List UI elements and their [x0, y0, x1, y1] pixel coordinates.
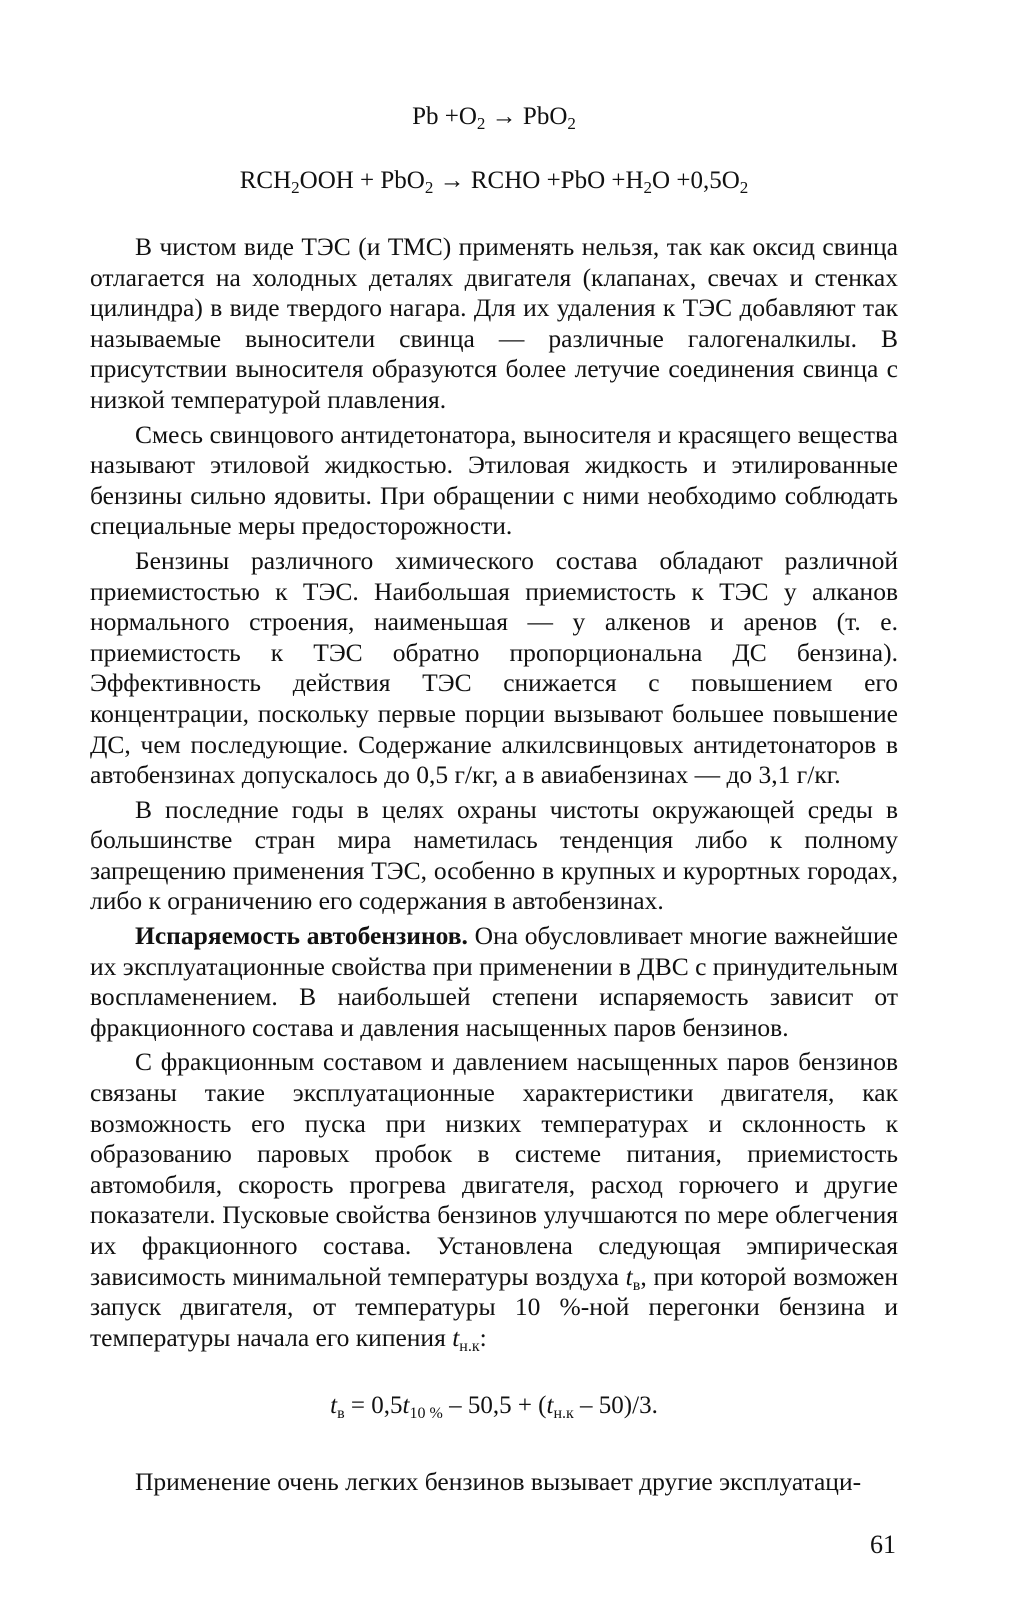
paragraph-prohibition: В последние годы в целях охраны чистоты окружающей среды в большинстве стран мира наметилась тенденция либо к полному запрещению применения ТЭС, особенно в крупных и курортных городах, либо к ограничению его содержания в автобензинах. — [90, 794, 898, 916]
paragraph-tes-deposits: В чистом виде ТЭС (и ТМС) применять нельзя, так как оксид свинца отлагается на холодных деталях двигателя (клапанах, свечах и стенках цилиндра) в виде твердого нагара. Для их удаления к ТЭС добавляют так называемые выносители свинца — различные галогеналкилы. В присутствии выносителя образуются более летучие соединения свинца с низкой температурой плавления. — [90, 232, 898, 414]
paragraph-light-gasoline: Применение очень легких бензинов вызывает другие эксплуатаци- — [135, 1467, 862, 1497]
paragraph-ethyl-fluid: Смесь свинцового антидетонатора, выносителя и красящего вещества называют этиловой жидкостью. Этиловая жидкость и этилированные бензины сильно ядовиты. При обращении с ними необходимо соблюдать специальные меры предосторожности. — [90, 419, 898, 541]
paragraph-volatility: Испаряемость автобензинов. Она обусловливает многие важнейшие их эксплуатационные свойства при применении в ДВС с принудительным воспламенением. В наибольшей степени испаряемость зависит от фракционного состава и давления насыщенных паров бензинов. — [90, 921, 898, 1042]
chemical-equation-1: $Pb +O_2 \to PbO_2$ — [412, 103, 576, 133]
temperature-formula: $t_в = 0,5t_{10 \%} - 50,5 + (t_{н.к} - 50)/3$. — [330, 1392, 658, 1423]
body-text — [90, 232, 898, 1498]
page-number: 61 — [870, 1530, 896, 1559]
chemical-equation-2: $RCH_2OOH + PbO_2$ → RCHO $+PbO +H_2O +0,5O_2$ — [239, 167, 749, 197]
section-heading: Испаряемость автобензинов. — [135, 921, 468, 951]
paragraph-fractional-composition: С фракционным составом и давлением насыщенных паров бензинов связаны такие эксплуатационные характеристики двигателя, как возможность его пуска при низких температурах и склонность к образованию паровых пробок в системе питания, приемистость автомобиля, скорость прогрева двигателя, расход горючего и другие показатели. Пусковые свойства бензинов улучшаются по мере облегчения их фракционного состава. Установлена следующая эмпирическая зависимость минимальной температуры воздуха $t_в$, при которой возможен запуск двигателя, от температуры 10 %-ной перегонки бензина и температуры начала его кипения $t_{н.к}$: — [90, 1047, 898, 1355]
document-page — [90, 92, 898, 1572]
paragraph-susceptibility: Бензины различного химического состава обладают различной приемистостью к ТЭС. Наибольшая приемистость к ТЭС у алканов нормального строения, наименьшая — у алкенов и аренов (т. е. приемистость к ТЭС обратно пропорциональна ДС бензина). Эффективность действия ТЭС снижается с повышением его концентрации, поскольку первые порции вызывают большее повышение ДС, чем последующие. Содержание алкилсвинцовых антидетонаторов в автобензинах допускалось до 0,5 г/кг, а в авиабензинах — до 3,1 г/кг. — [90, 545, 898, 790]
